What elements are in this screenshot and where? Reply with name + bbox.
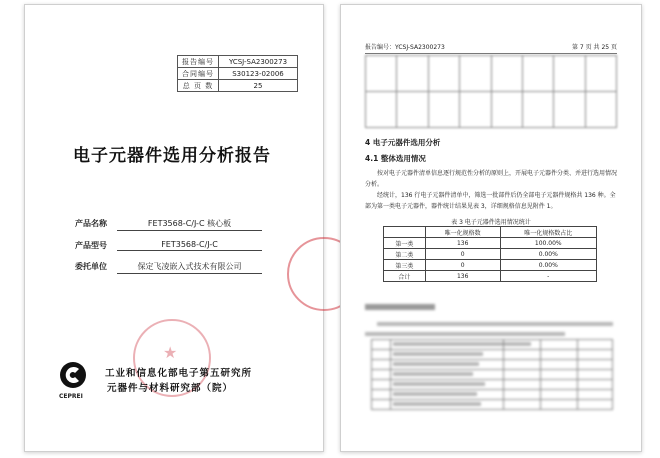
page-header [365,42,617,54]
table-cell: 0 [425,260,500,271]
table-header [384,227,426,238]
table-cell: 136 [425,238,500,249]
meta-value: YCSJ-SA2300273 [219,56,298,68]
header-page-number: 第 7 页 共 25 页 [572,44,617,51]
table-cell: 100.00% [500,238,597,249]
report-meta-table [177,55,298,92]
table-cell: 第二类 [384,249,426,260]
table-row [384,260,597,271]
institution-department: 元器件与材料研究部（院） [107,383,234,394]
table-cell: - [500,271,597,282]
selection-stats-table [383,226,597,282]
ceprei-logo-icon [58,360,88,390]
table-caption: 表 3 电子元器件选用情况统计 [451,219,531,226]
table-row [384,238,597,249]
table-header-row [384,227,597,238]
logo-text: CEPREI [59,393,83,400]
table-header: 唯一化规格数 [425,227,500,238]
section-4-1-heading: 4.1 整体选用情况 [365,154,426,163]
meta-row [178,68,298,80]
meta-label: 合同编号 [178,68,219,80]
table-row [384,271,597,282]
client-label: 委托单位 [75,262,107,271]
meta-value: S30123-02006 [219,68,298,80]
product-model-value: FET3568-C/J-C [117,240,262,251]
meta-label: 报告编号 [178,56,219,68]
table-cell: 136 [425,271,500,282]
cover-page [24,4,324,452]
table-header: 唯一化规格数占比 [500,227,597,238]
paragraph-2: 经统计，136 行电子元器件清单中，筛选一批部件后仍全部电子元器件规格共 136 种。全部为第一类电子元器件，器件统计结果见表 3，详细规格信息见附件 1。 [365,192,616,210]
blurred-component-table [365,55,617,127]
blurred-manufacturer-table [371,339,613,410]
table-cell: 合计 [384,271,426,282]
table-cell: 第一类 [384,238,426,249]
table-cell: 0.00% [500,260,597,271]
table-cell: 0 [425,249,500,260]
meta-row [178,80,298,92]
table-row [384,249,597,260]
section-4-heading: 4 电子元器件选用分析 [365,138,441,147]
meta-label: 总 页 数 [178,80,219,92]
meta-value: 25 [219,80,298,92]
meta-row [178,56,298,68]
report-page [340,4,642,452]
table-cell: 第三类 [384,260,426,271]
header-report-number: 报告编号：YCSJ-SA2300273 [365,44,445,51]
product-name-label: 产品名称 [75,219,107,228]
product-model-label: 产品型号 [75,241,107,250]
report-title: 电子元器件选用分析报告 [73,146,271,166]
paragraph-1: 按对电子元器件清单信息逐行规范性分析的原则上，开展电子元器件分类、并进行选用情况分析。 [365,170,618,188]
product-name-value: FET3568-C/J-C 核心板 [117,218,262,231]
table-cell: 0.00% [500,249,597,260]
client-value: 保定飞凌嵌入式技术有限公司 [117,261,262,274]
institution-name: 工业和信息化部电子第五研究所 [105,368,253,379]
